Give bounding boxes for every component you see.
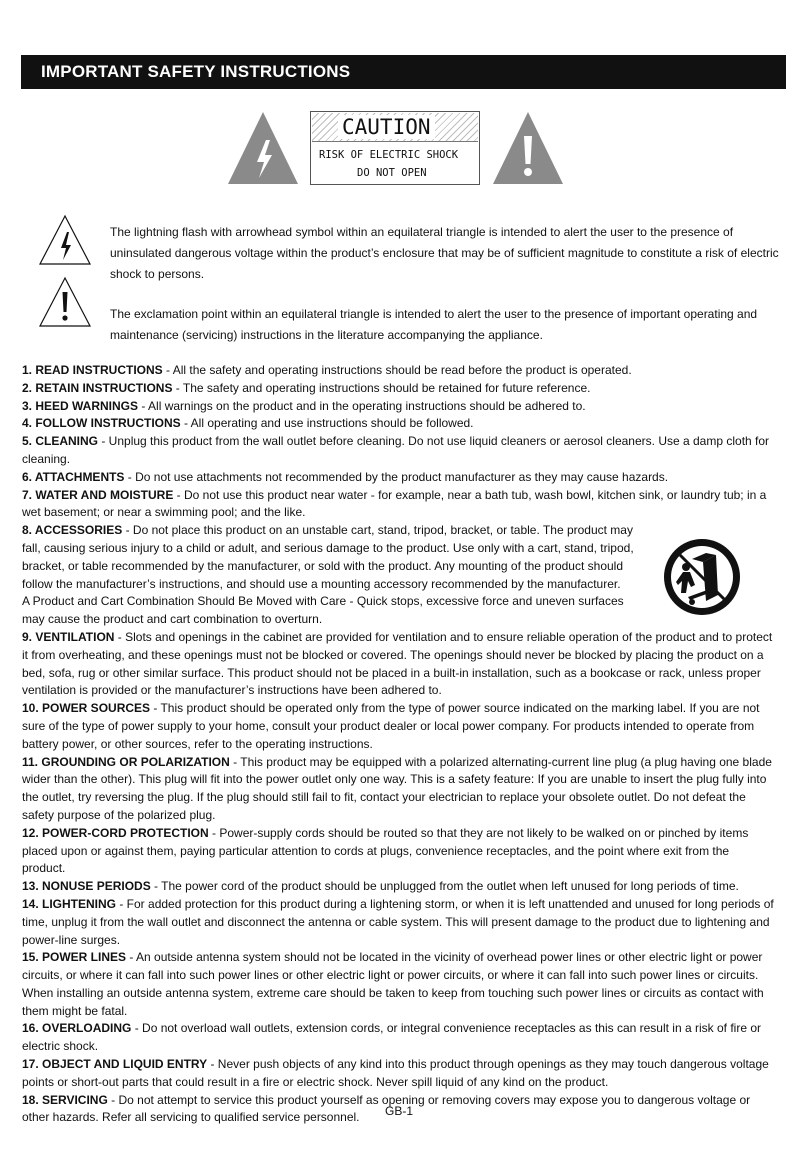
instruction-heading: 5. CLEANING xyxy=(22,434,99,449)
instruction-heading: 4. FOLLOW INSTRUCTIONS xyxy=(22,416,181,431)
instruction-item xyxy=(22,487,774,523)
instruction-text: - This product should be operated only from the type of power source indicated on the marking label. If you are not sure of the type of power supply to your home, consult your product dealer or local power company. For products intended to operate from battery power, or other sources, refer to the operating instructions. xyxy=(22,701,760,751)
caution-line-2: DO NOT OPEN xyxy=(357,167,427,179)
instruction-heading: 11. GROUNDING OR POLARIZATION xyxy=(22,754,230,769)
instruction-item xyxy=(22,896,774,949)
lightning-symbol-icon xyxy=(38,214,92,266)
instruction-heading: 18. SERVICING xyxy=(22,1092,108,1107)
instruction-item xyxy=(22,433,774,469)
lightning-symbol-description: The lightning flash with arrowhead symbol within an equilateral triangle is intended to alert the user to the presence of uninsulated dangerous voltage within the product’s enclosure that may be of sufficient magnitude to constitute a risk of electric shock to persons. xyxy=(110,225,779,281)
instruction-text: - All the safety and operating instructions should be read before the product is operated. xyxy=(162,363,632,377)
instruction-heading: 6. ATTACHMENTS xyxy=(22,469,125,484)
instruction-item xyxy=(22,469,774,487)
instruction-heading: 16. OVERLOADING xyxy=(22,1021,132,1036)
cart-tipover-warning-icon xyxy=(662,537,742,617)
instruction-heading: 17. OBJECT AND LIQUID ENTRY xyxy=(22,1057,208,1072)
instruction-text: - For added protection for this product during a lightening storm, or when it is left unattended and unused for long periods of time, unplug it from the wall outlet and disconnect the antenna or cable system. This will present damage to the product due to lightening and power-line surges. xyxy=(22,896,774,947)
instruction-item xyxy=(22,415,774,433)
instruction-text: - Do not attempt to service this product yourself as opening or removing covers may expose you to dangerous voltage or other hazards. Refer all servicing to qualified service personnel. xyxy=(22,1092,751,1125)
instruction-item xyxy=(22,949,774,1020)
instruction-text: - The power cord of the product should be unplugged from the outlet when left unused for long periods of time. xyxy=(150,879,739,894)
instruction-text: - The safety and operating instructions should be retained for future reference. xyxy=(172,380,591,395)
instructions-list xyxy=(22,362,774,1127)
instruction-text: - Do not use attachments not recommended by the product manufacturer as they may cause hazards. xyxy=(124,469,669,484)
section-title-bar xyxy=(21,55,786,89)
instruction-heading: 10. POWER SOURCES xyxy=(22,701,151,716)
caution-title: CAUTION xyxy=(338,115,435,139)
instruction-heading: 1. READ INSTRUCTIONS xyxy=(22,363,163,377)
instruction-text: - All operating and use instructions should be followed. xyxy=(180,416,474,431)
instruction-item xyxy=(22,1020,774,1056)
instruction-text: - Never push objects of any kind into this product through openings as they may touch dangerous voltage points or short-out parts that could result in a fire or electric shock. Never spill liquid of any kind on the product. xyxy=(22,1057,769,1089)
instruction-text: A Product and Cart Combination Should Be Moved with Care - Quick stops, excessive force and uneven surfaces may cause the product and cart combination to overturn. xyxy=(22,594,624,627)
instruction-item xyxy=(22,1056,774,1092)
instruction-text: - Slots and openings in the cabinet are provided for ventilation and to ensure reliable operation of the product and to protect it from overheating, and these openings must not be blocked or covered. The openings should never be blocked by placing the product on a bed, sofa, rug or other similar surface. This product should not be placed in a built-in installation, such as a bookcase or rack, unless proper ventilation is provided or the manufacturer’s instructions have been adhered to. xyxy=(22,629,773,698)
instruction-heading: 7. WATER AND MOISTURE xyxy=(22,487,174,502)
exclamation-warning-icon xyxy=(491,110,565,186)
instruction-item xyxy=(22,629,774,700)
exclamation-symbol-icon xyxy=(38,276,92,328)
instruction-item xyxy=(22,700,774,753)
instruction-item xyxy=(22,878,774,896)
instruction-text: - Do not overload wall outlets, extension cords, or integral convenience receptacles as this can result in a risk of fire or electric shock. xyxy=(22,1021,762,1054)
instruction-heading: 12. POWER-CORD PROTECTION xyxy=(22,825,209,840)
instruction-item xyxy=(22,754,774,825)
instruction-item xyxy=(22,522,642,593)
section-title: IMPORTANT SAFETY INSTRUCTIONS xyxy=(41,62,351,81)
exclamation-symbol-description: The exclamation point within an equilateral triangle is intended to alert the user to the presence of important operating and maintenance (servicing) instructions in the literature accompanying the appliance. xyxy=(110,307,758,342)
instruction-text: - All warnings on the product and in the operating instructions should be adhered to. xyxy=(138,398,586,413)
instruction-heading: 14. LIGHTENING xyxy=(22,896,117,911)
instruction-item xyxy=(22,380,774,398)
caution-line-1: RISK OF ELECTRIC SHOCK xyxy=(319,149,459,161)
instruction-heading: 15. POWER LINES xyxy=(22,950,127,965)
caution-title-band xyxy=(312,113,478,142)
instruction-heading: 8. ACCESSORIES xyxy=(22,523,123,538)
instruction-text: - Power-supply cords should be routed so that they are not likely to be walked on or pinched by items placed upon or against them, paying particular attention to cords at plugs, convenience receptacles, and the point where exit from the product. xyxy=(22,825,749,876)
instruction-heading: 3. HEED WARNINGS xyxy=(22,398,139,413)
instruction-text: - This product may be equipped with a polarized alternating-current line plug (a plug having one blade wider than the other). This plug will fit into the power outlet only one way. This is a safety feature: If you are unable to insert the plug fully into the outlet, try reversing the plug. If the plug should still fail to fit, contact your electrician to replace your obsolete outlet. Do not defeat the safety purpose of the polarized plug. xyxy=(22,754,772,822)
instruction-item xyxy=(22,593,642,629)
instruction-item xyxy=(22,362,774,380)
lightning-warning-icon xyxy=(226,110,300,186)
instruction-item xyxy=(22,398,774,416)
page-number: GB-1 xyxy=(385,1104,414,1118)
instruction-heading: 2. RETAIN INSTRUCTIONS xyxy=(22,380,173,395)
instruction-item xyxy=(22,825,774,878)
instruction-text: - An outside antenna system should not be located in the vicinity of overhead power lines or other electric light or power circuits, or where it can fall into such power lines or other electric light or power circuits, or where it can fall into such power lines or circuits. When installing an outside antenna system, extreme care should be taken to keep from touching such power lines or circuits as contact with them might be fatal. xyxy=(22,950,764,1018)
instruction-heading: 13. NONUSE PERIODS xyxy=(22,879,151,894)
instruction-text: - Do not use this product near water - for example, near a bath tub, wash bowl, kitchen sink, or laundry tub; in a wet basement; or near a swimming pool; and the like. xyxy=(22,487,767,520)
instruction-text: - Do not place this product on an unstable cart, stand, tripod, bracket, or table. The product may fall, causing serious injury to a child or adult, and serious damage to the product. Use only with a cart, stand, tripod, bracket, or table recommended by the manufacturer, or sold with the product. Any mounting of the product should follow the manufacturer’s instructions, and should use a mounting accessory recommended by the manufacturer. xyxy=(22,523,634,591)
instruction-heading: 9. VENTILATION xyxy=(22,629,115,644)
instruction-text: - Unplug this product from the wall outlet before cleaning. Do not use liquid cleaners or aerosol cleaners. Use a damp cloth for cleaning. xyxy=(22,434,770,466)
caution-label xyxy=(310,111,480,185)
